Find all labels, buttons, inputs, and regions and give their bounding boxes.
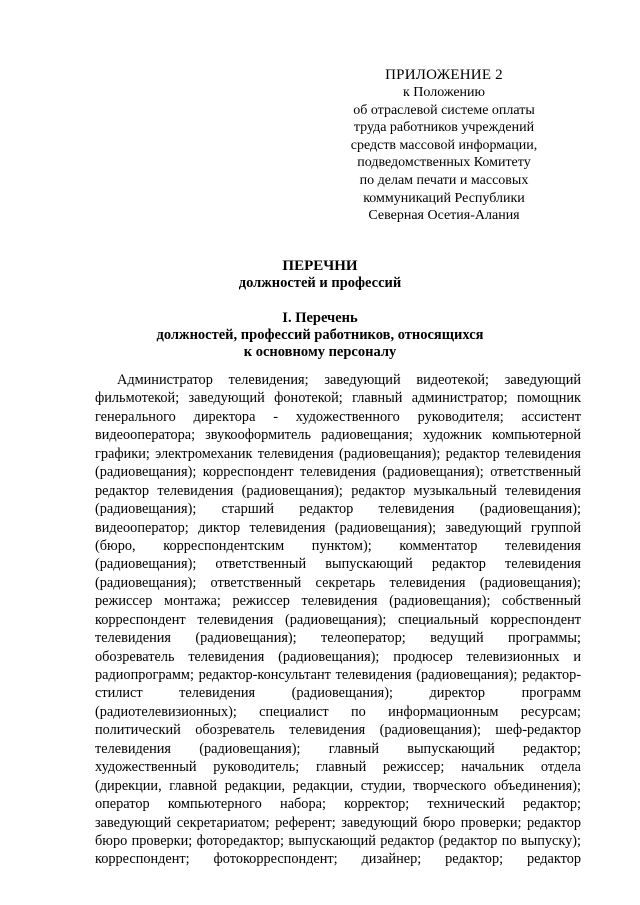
body-text-line: фильмотекой; заведующий фонотекой; главный администратор; помощник: [95, 390, 581, 407]
appendix-line: об отраслевой системе оплаты: [353, 102, 535, 118]
body-text-line: (радиовещания); корреспондент телевидения (радиовещания); ответственный: [95, 464, 581, 481]
body-paragraph: [95, 371, 581, 869]
body-text-line: видеооператора; звукооформитель радиовещания; художник компьютерной: [95, 427, 581, 444]
body-text-line: (радиотелевизионных); специалист по информационным ресурсам;: [95, 703, 581, 720]
section-heading-line: должностей, профессий работников, относящихся: [156, 327, 484, 343]
body-text-line: заведующий секретариатом; референт; заведующий бюро проверки; редактор: [95, 814, 581, 831]
appendix-line: Северная Осетия-Алания: [368, 208, 520, 224]
body-text-line: (радиовещания); ответственный секретарь телевидения (радиовещания);: [95, 574, 581, 591]
appendix-line: по делам печати и массовых: [359, 172, 529, 188]
body-text-line: телевидения (радиовещания); главный выпускающий редактор;: [95, 740, 581, 757]
body-text-line: бюро проверки; фоторедактор; выпускающий редактор (редактор по выпуску);: [95, 832, 581, 849]
section-heading: [0, 310, 640, 361]
document-title: [0, 258, 640, 292]
appendix-line: средств массовой информации,: [350, 137, 538, 153]
body-text-line: корреспондент телевидения (радиовещания); специальный корреспондент: [95, 611, 581, 628]
body-text-line: художественный руководитель; главный режиссер; начальник отдела: [95, 759, 581, 776]
body-text-line: (радиовещания); ответственный выпускающий редактор телевидения: [95, 556, 581, 573]
body-text-line: графики; электромеханик телевидения (радиовещания); редактор телевидения: [95, 445, 581, 462]
body-text-line: генерального директора - художественного руководителя; ассистент: [95, 408, 581, 425]
appendix-title: ПРИЛОЖЕНИЕ 2: [385, 67, 503, 83]
section-heading-line: I. Перечень: [282, 310, 358, 326]
section-heading-line: к основному персоналу: [243, 344, 397, 360]
body-text-line: телевидения (радиовещания); телеоператор; ведущий программы;: [95, 630, 581, 647]
body-text-line: радиопрограмм; редактор-консультант телевидения (радиовещания); редактор-: [95, 667, 581, 683]
body-text-line: (дирекции, главной редакции, редакции, студии, творческого объединения);: [95, 777, 581, 794]
body-text-line: политический обозреватель телевидения (радиовещания); шеф-редактор: [95, 722, 581, 739]
appendix-line: труда работников учреждений: [353, 120, 535, 136]
body-text-line: (бюро, корреспондентским пунктом); комментатор телевидения: [95, 537, 581, 554]
document-title-line: ПЕРЕЧНИ: [282, 258, 358, 274]
body-text-line: режиссер монтажа; режиссер телевидения (радиовещания); собственный: [95, 593, 581, 610]
body-text-line: редактор телевидения (радиовещания); редактор музыкальный телевидения: [95, 482, 581, 499]
document-subtitle-line: должностей и профессий: [238, 275, 402, 291]
appendix-header-block: [335, 66, 553, 225]
body-text-line: Администратор телевидения; заведующий видеотекой; заведующий: [117, 372, 581, 388]
body-text-line: обозреватель телевидения (радиовещания); продюсер телевизионных и: [95, 648, 581, 665]
body-text-line: (радиовещания); старший редактор телевидения (радиовещания);: [95, 501, 581, 518]
body-text-line: корреспондент; фотокорреспондент; дизайнер; редактор; редактор: [95, 851, 581, 868]
body-text-line: видеооператор; диктор телевидения (радиовещания); заведующий группой: [95, 519, 581, 536]
body-text-line: стилист телевидения (радиовещания); директор программ: [95, 685, 581, 702]
body-text-line: оператор компьютерного набора; корректор; технический редактор;: [95, 796, 581, 813]
appendix-line: подведомственных Комитету: [357, 155, 531, 171]
appendix-line: к Положению: [402, 85, 485, 100]
appendix-line: коммуникаций Республики: [363, 190, 525, 206]
